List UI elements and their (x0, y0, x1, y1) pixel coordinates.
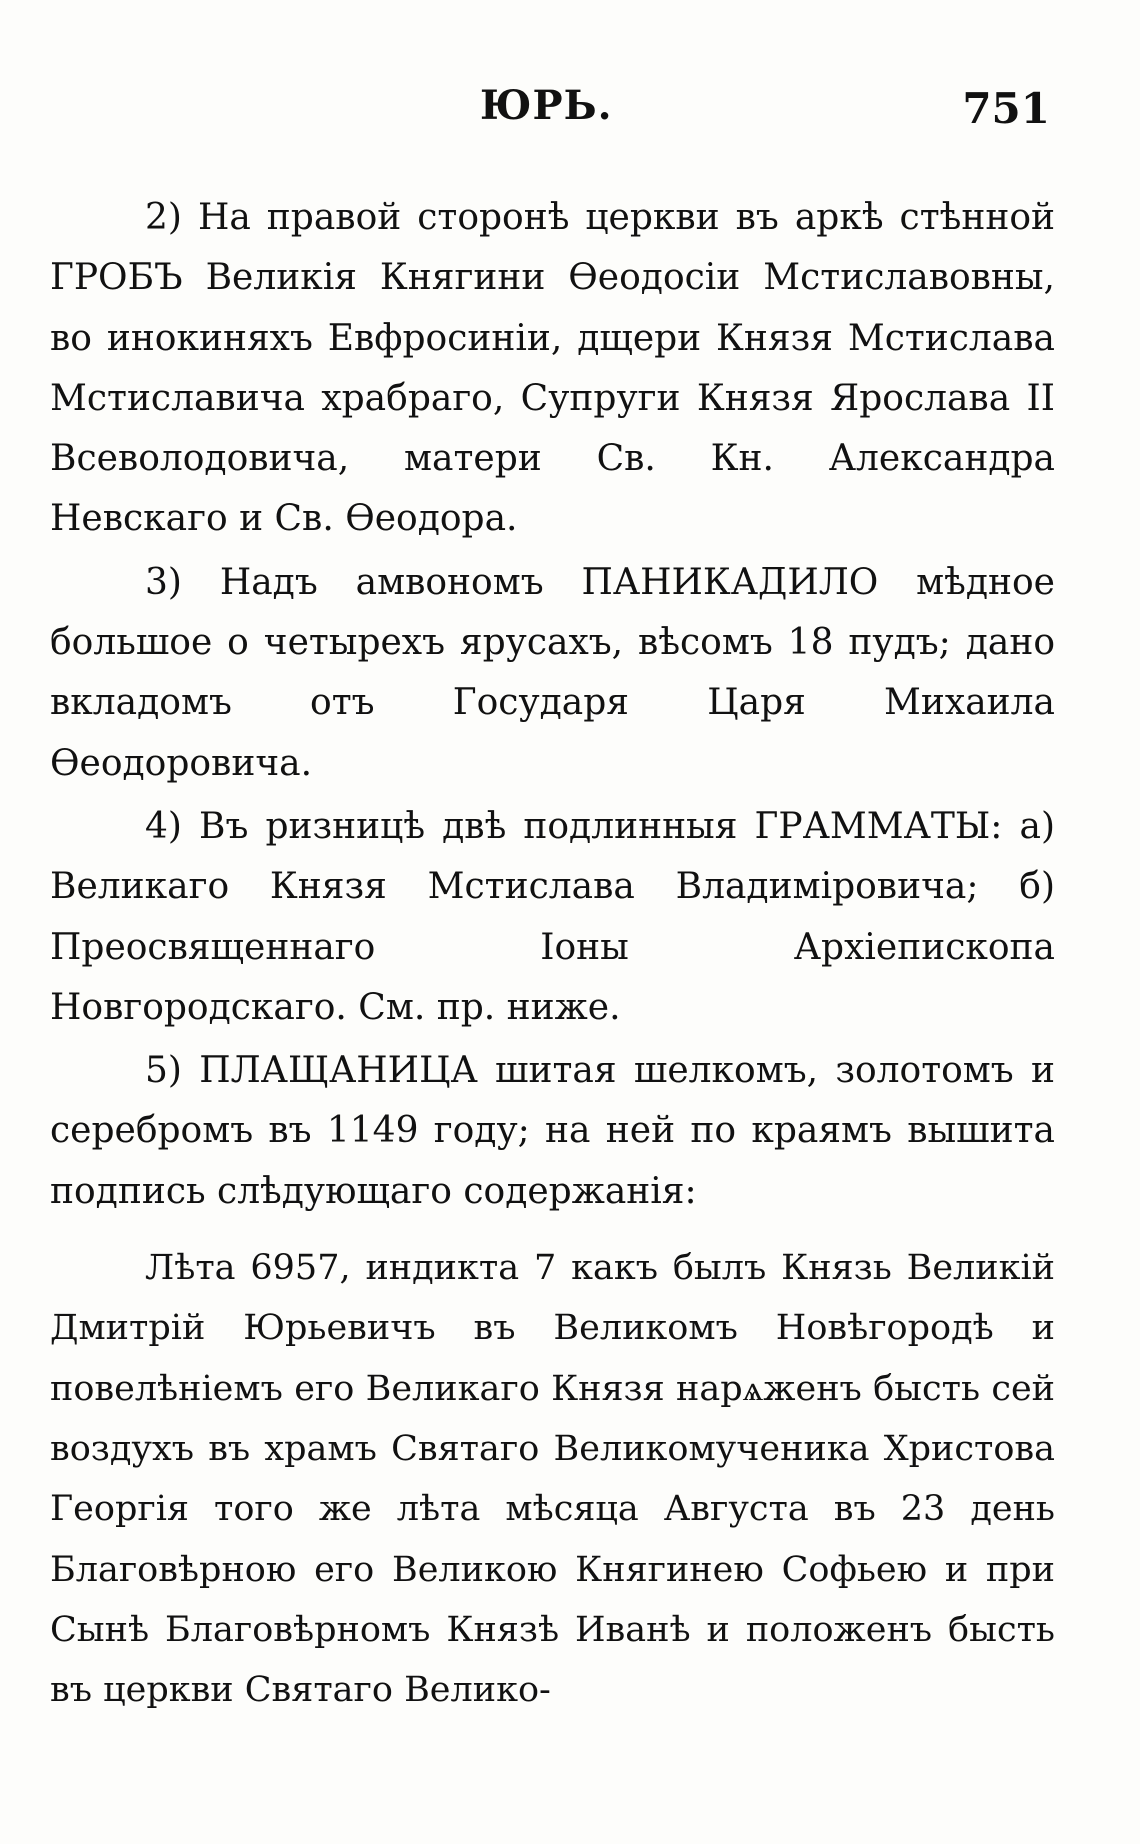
paragraph-item-3: 3) Надъ амвономъ ПАНИКАДИЛО мѣдное большое о четырехъ ярусахъ, вѣсомъ 18 пудъ; дано вкладомъ отъ Государя Царя Михаила Ѳеодоровича. (50, 561, 1067, 784)
running-head: ЮРЬ. (480, 82, 613, 129)
inscription-quote: Лѣта 6957, индикта 7 какъ былъ Князь Великій Дмитрій Юрьевичъ въ Великомъ Новѣгородѣ и повелѣніемъ его Великаго Князя нарѧженъ бысть сей воздухъ въ храмъ Святаго Великомученика Христова Георгія того же лѣта мѣсяца Августа въ 23 день Благовѣрною его Великою Княгинею Софьею и при Сынѣ Благовѣрномъ Князѣ Иванѣ и положенъ бысть въ церкви Святаго Велико- (50, 1248, 1067, 1711)
paragraph-item-4: 4) Въ ризницѣ двѣ подлинныя ГРАММАТЫ: а) Великаго Князя Мстислава Владиміровича; б) Преосвященнаго Іоны Архіепископа Новгородскаго. См. пр. ниже. (50, 805, 1067, 1028)
page-header (50, 82, 1050, 142)
paragraph-item-2: 2) На правой сторонѣ церкви въ аркѣ стѣнной ГРОБЪ Великія Княгини Ѳеодосіи Мстиславовны, во инокиняхъ Евфросиніи, дщери Князя Мстислава Мстиславича храбраго, Супруги Князя Ярослава II Всеволодовича, матери Св. Кн. Александра Невскаго и Св. Ѳеодора. (50, 197, 1067, 540)
paragraph-item-5: 5) ПЛАЩАНИЦА шитая шелкомъ, золотомъ и серебромъ въ 1149 году; на ней по краямъ вышита подпись слѣдующаго содержанія: (50, 1050, 1067, 1212)
page-number: 751 (962, 84, 1050, 133)
body-text (50, 188, 1067, 1720)
